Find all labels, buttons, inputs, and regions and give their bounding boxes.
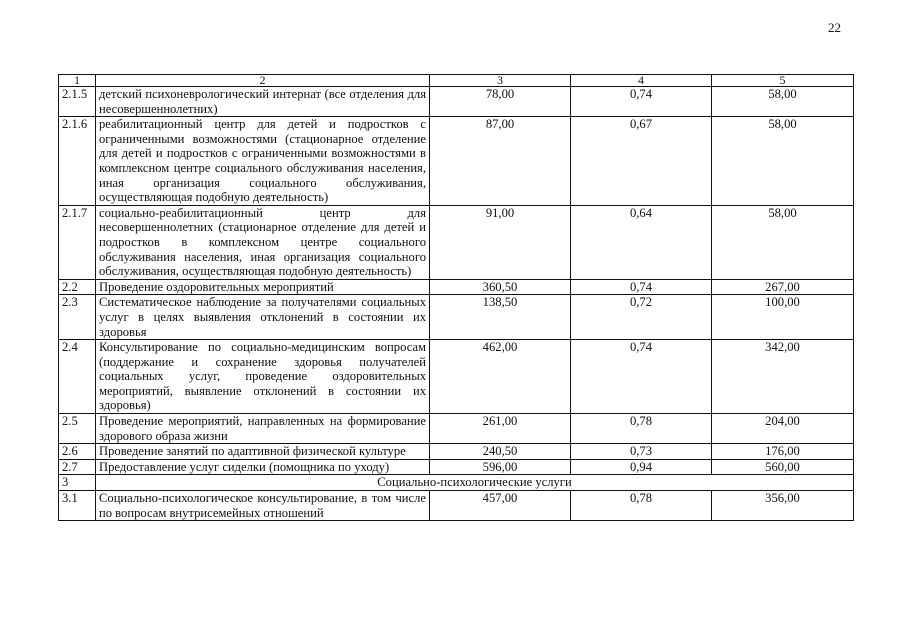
table-row (59, 87, 854, 117)
table-row (59, 117, 854, 206)
value-col-4: 0,64 (571, 205, 712, 279)
value-col-4: 0,94 (571, 459, 712, 475)
row-number: 2.3 (59, 295, 96, 340)
row-number: 2.2 (59, 279, 96, 295)
header-col-2: 2 (96, 75, 430, 87)
value-col-5: 560,00 (712, 459, 854, 475)
row-number: 2.5 (59, 414, 96, 444)
value-col-3: 360,50 (430, 279, 571, 295)
value-col-5: 58,00 (712, 87, 854, 117)
table-row (59, 491, 854, 521)
service-name: Социально-психологическое консультирование, в том числе по вопросам внутрисемейных отношений (96, 491, 430, 521)
value-col-3: 240,50 (430, 444, 571, 460)
value-col-5: 100,00 (712, 295, 854, 340)
value-col-5: 58,00 (712, 117, 854, 206)
header-col-1: 1 (59, 75, 96, 87)
section-row (59, 475, 854, 491)
value-col-4: 0,74 (571, 279, 712, 295)
value-col-5: 204,00 (712, 414, 854, 444)
header-col-3: 3 (430, 75, 571, 87)
value-col-5: 176,00 (712, 444, 854, 460)
table-row (59, 444, 854, 460)
service-name: Предоставление услуг сиделки (помощника по уходу) (96, 459, 430, 475)
service-name: Проведение мероприятий, направленных на формирование здорового образа жизни (96, 414, 430, 444)
value-col-5: 342,00 (712, 340, 854, 414)
value-col-4: 0,78 (571, 491, 712, 521)
row-number: 2.4 (59, 340, 96, 414)
value-col-3: 87,00 (430, 117, 571, 206)
service-name: социально-реабилитационный центр для несовершеннолетних (стационарное отделение для детей и подростков в комплексном центре социального обслуживания населения, иная организация социального обслуживания, осуществляющая подобную деятельность) (96, 205, 430, 279)
value-col-3: 457,00 (430, 491, 571, 521)
value-col-3: 462,00 (430, 340, 571, 414)
value-col-5: 267,00 (712, 279, 854, 295)
table-row (59, 295, 854, 340)
value-col-3: 261,00 (430, 414, 571, 444)
value-col-4: 0,78 (571, 414, 712, 444)
value-col-5: 356,00 (712, 491, 854, 521)
value-col-3: 91,00 (430, 205, 571, 279)
row-number: 3.1 (59, 491, 96, 521)
value-col-3: 596,00 (430, 459, 571, 475)
value-col-4: 0,72 (571, 295, 712, 340)
service-name: детский психоневрологический интернат (все отделения для несовершеннолетних) (96, 87, 430, 117)
header-col-5: 5 (712, 75, 854, 87)
value-col-4: 0,73 (571, 444, 712, 460)
header-col-4: 4 (571, 75, 712, 87)
row-number: 2.1.6 (59, 117, 96, 206)
row-number: 2.1.7 (59, 205, 96, 279)
row-number: 2.7 (59, 459, 96, 475)
value-col-4: 0,74 (571, 87, 712, 117)
table-row (59, 414, 854, 444)
table-row (59, 340, 854, 414)
table-header-row (59, 75, 854, 87)
value-col-3: 138,50 (430, 295, 571, 340)
section-title: Социально-психологические услуги (96, 475, 854, 491)
service-name: Систематическое наблюдение за получателями социальных услуг в целях выявления отклонений в состоянии их здоровья (96, 295, 430, 340)
section-number: 3 (59, 475, 96, 491)
service-name: Консультирование по социально-медицинским вопросам (поддержание и сохранение здоровья получателей социальных услуг, проведение оздоровительных мероприятий, выявление отклонений в состоянии их здоровья) (96, 340, 430, 414)
table-row (59, 205, 854, 279)
value-col-5: 58,00 (712, 205, 854, 279)
service-name: реабилитационный центр для детей и подростков с ограниченными возможностями (стационарное отделение для детей и подростков с ограниченными возможностями в комплексном центре социального обслуживания населения, иная организация социального обслуживания, осуществляющая подобную деятельность) (96, 117, 430, 206)
value-col-4: 0,67 (571, 117, 712, 206)
table-row (59, 459, 854, 475)
row-number: 2.1.5 (59, 87, 96, 117)
page-number: 22 (828, 20, 841, 35)
service-name: Проведение оздоровительных мероприятий (96, 279, 430, 295)
value-col-4: 0,74 (571, 340, 712, 414)
tariff-table (58, 74, 854, 521)
value-col-3: 78,00 (430, 87, 571, 117)
row-number: 2.6 (59, 444, 96, 460)
service-name: Проведение занятий по адаптивной физической культуре (96, 444, 430, 460)
table-row (59, 279, 854, 295)
